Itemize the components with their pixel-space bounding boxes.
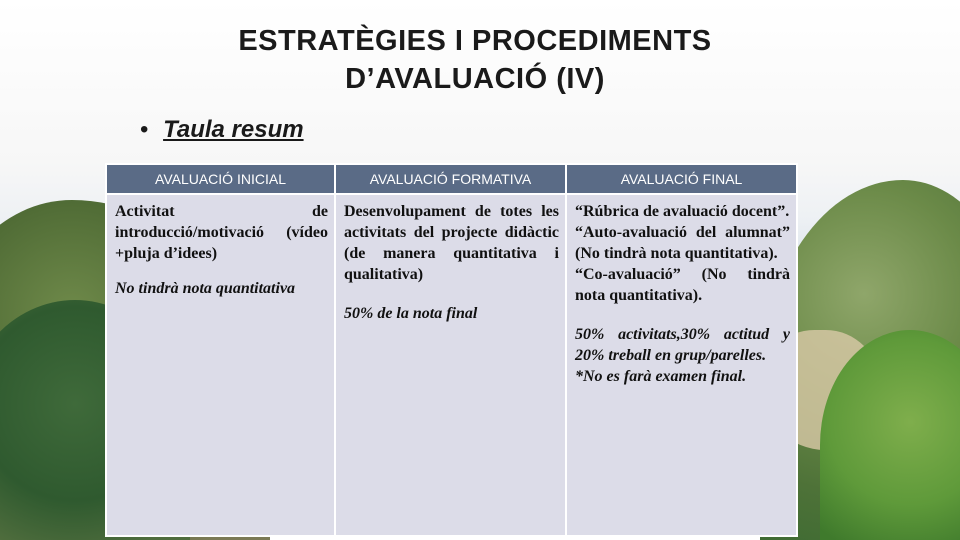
- inicial-note: No tindrà nota quantitativa: [115, 280, 296, 297]
- final-note-2: *No es farà examen final.: [575, 368, 747, 385]
- subtitle-text: Taula resum: [163, 116, 304, 143]
- table-header-row: [106, 164, 797, 194]
- final-text-1: “Rúbrica de avaluació docent”.: [575, 203, 790, 220]
- final-note-1: 50% activitats,30% actitud y 20% treball en grup/parelles.: [575, 326, 790, 364]
- inicial-text: Activitat de introducció/motivació (vídeo +pluja d’idees): [115, 203, 328, 262]
- slide-title: [150, 22, 800, 98]
- header-formativa: AVALUACIÓ FORMATIVA: [335, 164, 566, 194]
- final-text-3: “Co-avaluació” (No tindrà nota quantitativa).: [575, 266, 790, 304]
- table-row: [106, 194, 797, 536]
- cell-inicial: [106, 194, 335, 536]
- header-final: AVALUACIÓ FINAL: [566, 164, 797, 194]
- title-line-2: D’AVALUACIÓ (IV): [345, 63, 605, 95]
- cell-final: [566, 194, 797, 536]
- slide-subtitle: [140, 116, 304, 144]
- formativa-note: 50% de la nota final: [344, 305, 478, 322]
- cell-formativa: [335, 194, 566, 536]
- formativa-text: Desenvolupament de totes les activitats del projecte didàctic (de manera quantitativa i qualitativa): [344, 203, 559, 283]
- header-inicial: AVALUACIÓ INICIAL: [106, 164, 335, 194]
- bullet-icon: •: [140, 116, 149, 143]
- title-line-1: ESTRATÈGIES I PROCEDIMENTS: [238, 25, 712, 57]
- final-text-2: “Auto-avaluació del alumnat” (No tindrà nota quantitativa).: [575, 224, 790, 262]
- summary-table: [105, 163, 798, 537]
